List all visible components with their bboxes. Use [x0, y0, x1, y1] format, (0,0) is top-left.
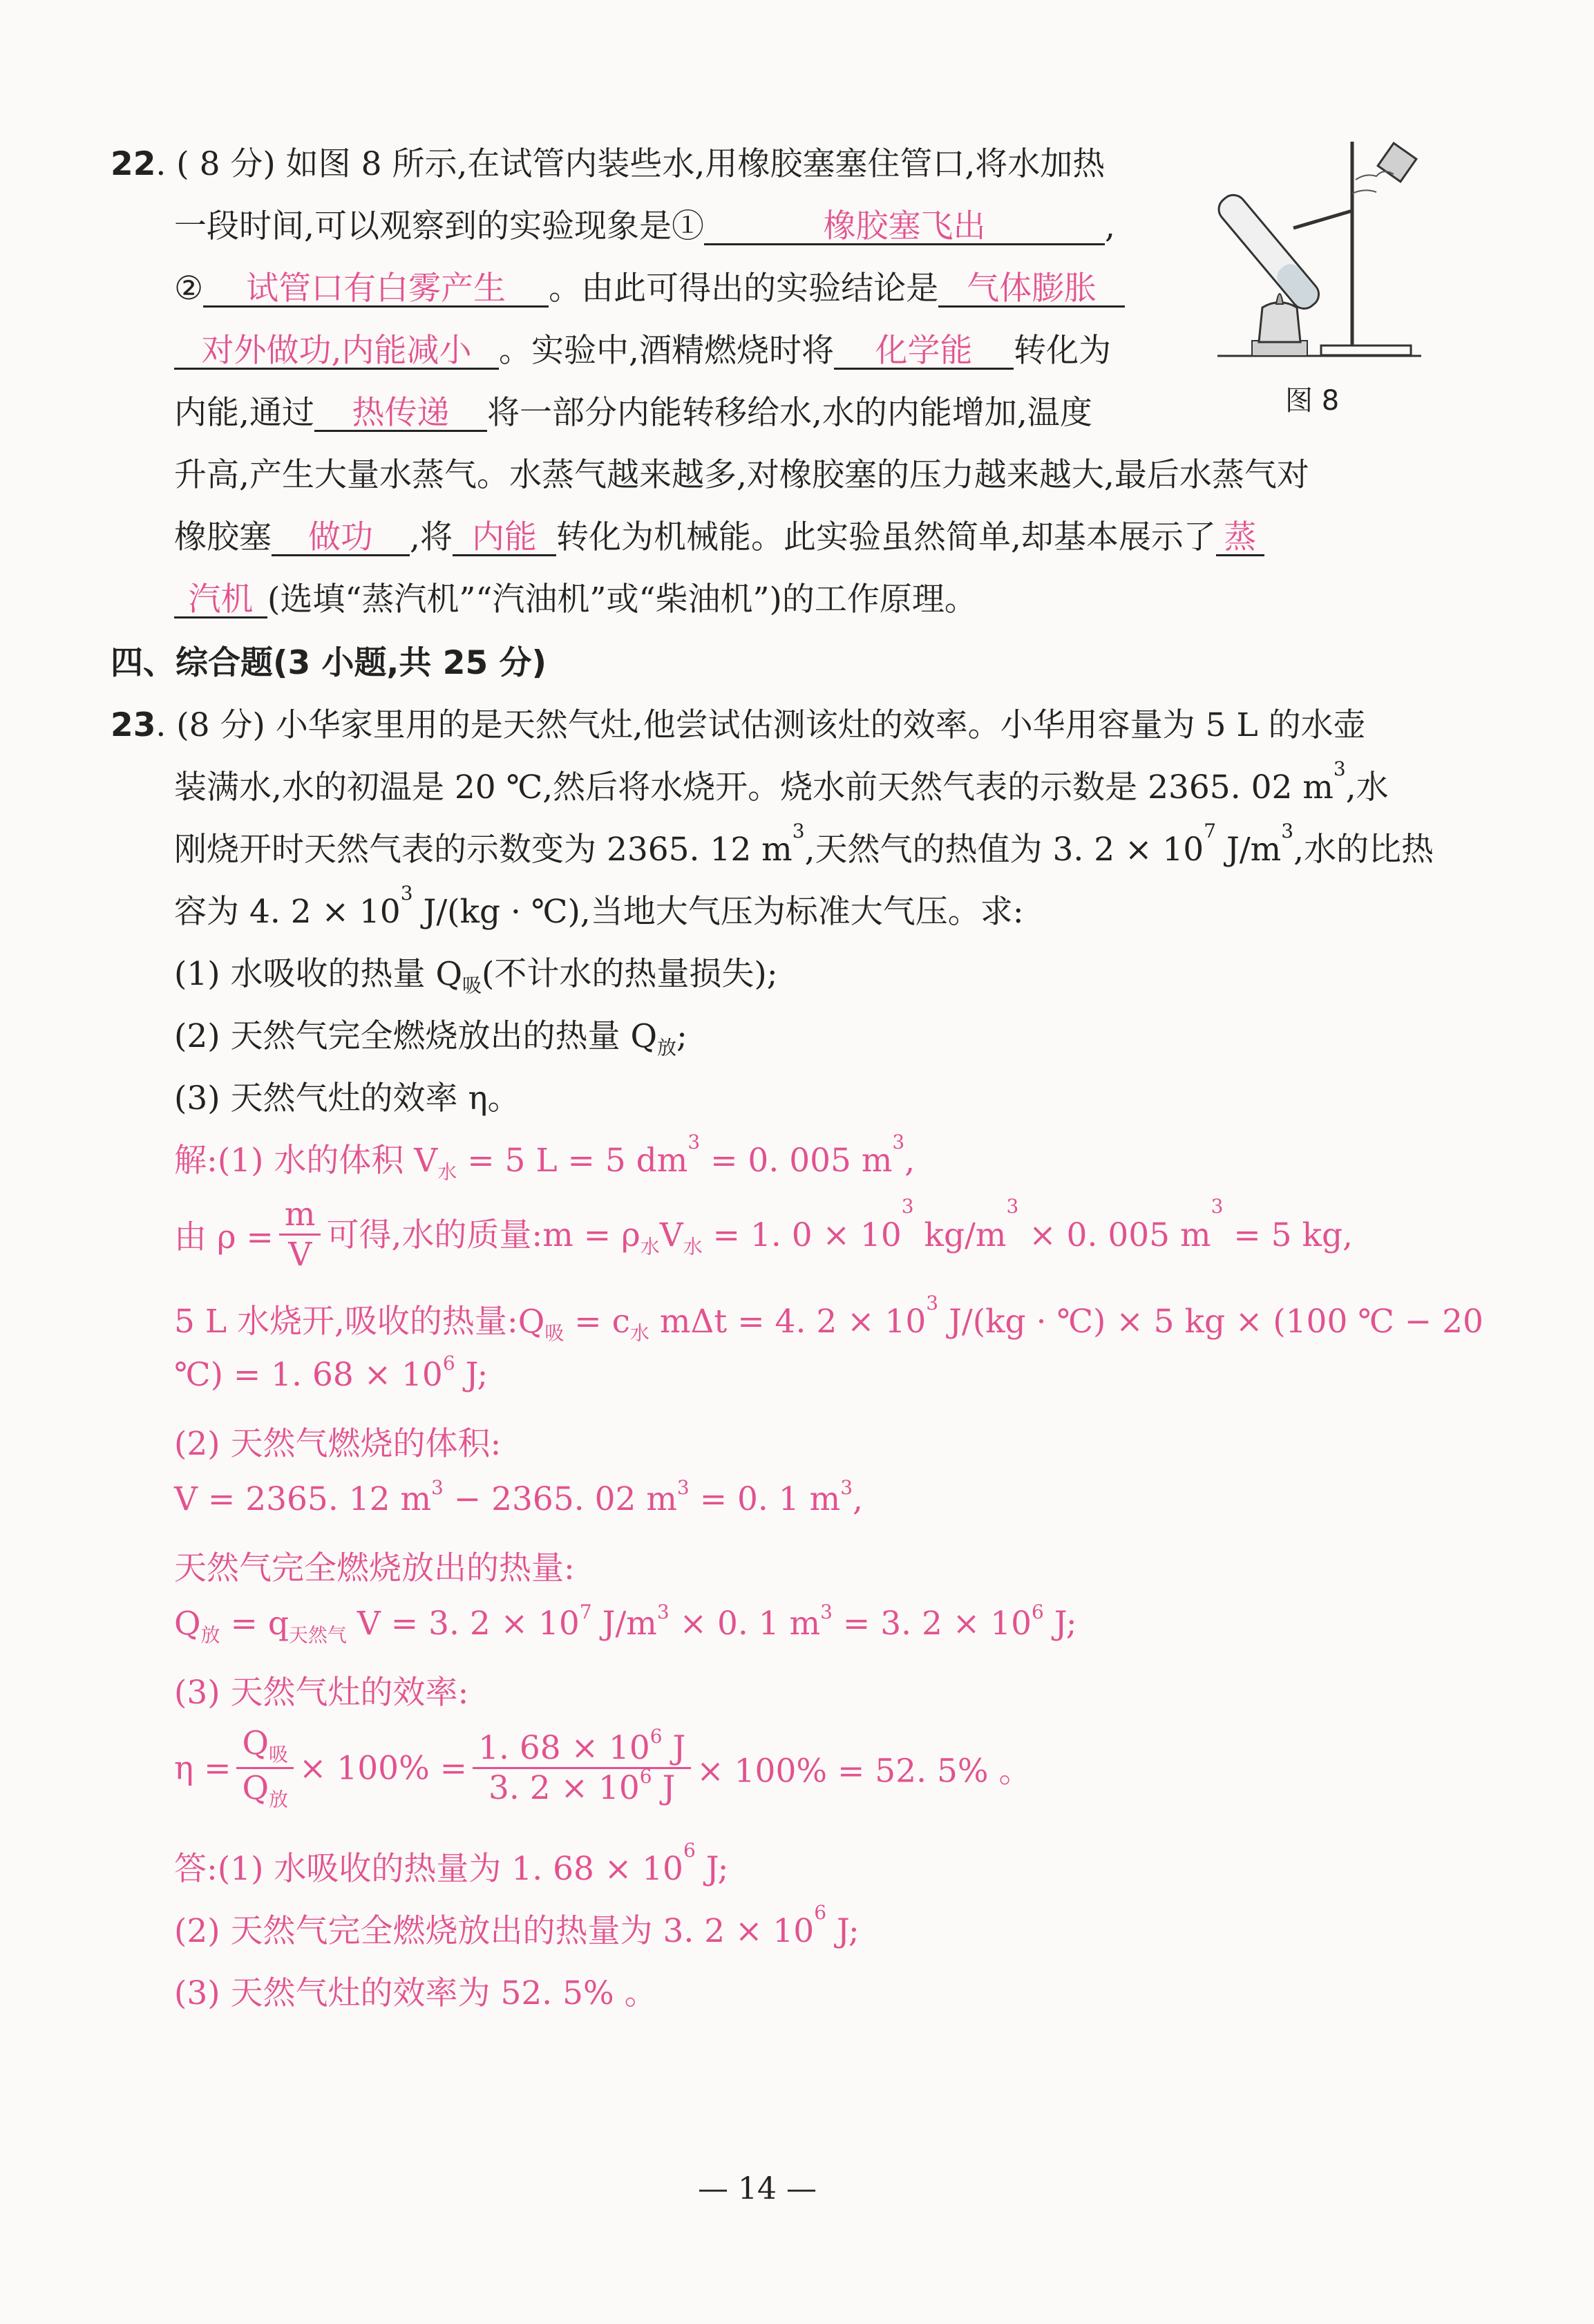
t: η =: [174, 1749, 231, 1788]
t: ℃) = 1. 68 × 10: [174, 1356, 443, 1394]
q23-part-1: [174, 948, 778, 998]
t: J/(kg · ℃) × 5 kg × (100 ℃ − 20: [938, 1303, 1483, 1341]
frac-num: [236, 1724, 294, 1769]
sol-line-8: [174, 1600, 1077, 1647]
answer-blank-3a: 气体膨胀: [938, 272, 1125, 308]
t: 解:(1) 水的体积 V: [174, 1142, 438, 1180]
frac-den: V: [288, 1236, 312, 1274]
sup: 3: [1006, 1194, 1019, 1218]
sup: 6: [442, 1352, 455, 1374]
sub: 吸: [544, 1321, 564, 1345]
t: J/m: [591, 1605, 657, 1643]
q22-line-5: [174, 387, 1092, 433]
t: × 100% =: [299, 1749, 468, 1788]
q23-line-2: [174, 757, 1389, 808]
t: J;: [826, 1912, 860, 1950]
t: kg/m: [913, 1216, 1007, 1255]
t: 5 L 水烧开,吸收的热量:Q: [174, 1303, 545, 1341]
q23-line-4: [174, 882, 1024, 932]
answer-blank-2: 试管口有白雾产生: [203, 272, 549, 308]
fraction-m-over-v: [279, 1196, 321, 1274]
q22-line-8: [174, 574, 977, 620]
q22-line-6: 升高,产生大量水蒸气。水蒸气越来越多,对橡胶塞的压力越来越大,最后水蒸气对: [174, 456, 1309, 494]
t: J;: [695, 1850, 729, 1888]
sub: 水: [683, 1235, 703, 1258]
sub: 放: [657, 1036, 677, 1059]
t: 答:(1) 水吸收的热量为 1. 68 × 10: [174, 1850, 683, 1888]
q23-text-2b: ,水: [1345, 768, 1389, 806]
answer-blank-7: 内能: [453, 520, 556, 556]
answer-line-3: (3) 天然气灶的效率为 52. 5% 。: [174, 1974, 657, 2012]
t: = 3. 2 × 10: [832, 1605, 1032, 1643]
t: J;: [1043, 1605, 1077, 1643]
q22-line-2: [174, 200, 1115, 247]
page-number: — 14 —: [698, 2171, 817, 2207]
sup: 7: [579, 1600, 592, 1623]
q22-text-2: 一段时间,可以观察到的实验现象是①: [174, 207, 704, 245]
t: = 0. 005 m: [700, 1142, 893, 1180]
sup: 6: [814, 1901, 827, 1924]
t: 1. 68 × 10: [478, 1729, 650, 1768]
sol-line-3: [174, 1292, 1483, 1345]
q23-text-4: 容为 4. 2 × 10: [174, 893, 401, 931]
answer-blank-3b: 对外做功,内能减小: [174, 334, 499, 370]
t: ,: [904, 1142, 915, 1180]
answer-blank-4: 化学能: [834, 334, 1014, 370]
sol-line-4: [174, 1352, 488, 1394]
sol-line-2: [174, 1196, 1353, 1274]
t: V = 2365. 12 m: [174, 1480, 432, 1518]
sup: 3: [892, 1131, 905, 1153]
sub: 水: [437, 1160, 457, 1184]
sup: 3: [1281, 820, 1294, 842]
q22-text-2b: ,: [1104, 207, 1115, 245]
fraction-q-ratio: [236, 1724, 294, 1813]
q23-text-4b: J/(kg · ℃),当地大气压为标准大气压。求:: [412, 893, 1024, 931]
q22-text-5: 内能,通过: [174, 394, 314, 432]
t: [326, 1194, 1354, 1258]
t: (2) 天然气完全燃烧放出的热量为 3. 2 × 10: [174, 1912, 815, 1950]
sub: 吸: [462, 974, 482, 997]
t: mΔt = 4. 2 × 10: [649, 1303, 927, 1341]
sup: 6: [683, 1839, 696, 1862]
answer-line-1: [174, 1839, 729, 1889]
sup: 3: [926, 1292, 939, 1314]
q22-line-1: [111, 138, 1105, 185]
sup: 3: [400, 882, 413, 905]
q22-number: 22: [111, 145, 156, 183]
t: = 5 kg,: [1223, 1216, 1354, 1255]
sub: 吸: [269, 1743, 289, 1766]
q22-text-8: (选填“蒸汽机”“汽油机”或“柴油机”)的工作原理。: [267, 580, 977, 618]
t: × 0. 005 m: [1018, 1216, 1211, 1255]
sup: 3: [792, 820, 805, 842]
answer-blank-6: 做功: [272, 520, 410, 556]
sub: 放: [269, 1788, 289, 1811]
sup: 3: [431, 1476, 444, 1499]
sub: 水: [629, 1321, 649, 1345]
sol-line-5: (2) 天然气燃烧的体积:: [174, 1425, 502, 1463]
q22-text-3b: 。由此可得出的实验结论是: [549, 270, 939, 308]
q23-part-2: [174, 1010, 687, 1060]
answer-blank-1: 橡胶塞飞出: [704, 209, 1105, 245]
sup: 6: [639, 1765, 652, 1788]
q23-p2b: ;: [676, 1017, 687, 1055]
answer-line-2: [174, 1901, 860, 1952]
test-tube-apparatus-figure: [1211, 135, 1425, 370]
t: Q: [242, 1769, 269, 1808]
q22-line-3: [174, 263, 1125, 309]
sup: 3: [840, 1476, 853, 1499]
t: = 5 L = 5 dm: [457, 1142, 688, 1180]
answer-blank-5: 热传递: [314, 396, 487, 432]
sup: 3: [687, 1131, 701, 1153]
t: × 100% = 52. 5% 。: [696, 1752, 1032, 1791]
sol-line-1: [174, 1131, 915, 1184]
sup: 3: [820, 1600, 833, 1623]
q23-text-3: 刚烧开时天然气表的示数变为 2365. 12 m: [174, 831, 793, 869]
q22-line-7: [174, 511, 1264, 558]
answer-blank-8b: 汽机: [174, 583, 267, 618]
t: = 1. 0 × 10: [702, 1216, 902, 1255]
t: Q: [242, 1724, 269, 1762]
t: = c: [564, 1303, 630, 1341]
q23-text-3c: J/m: [1216, 831, 1282, 869]
q23-p1b: (不计水的热量损失);: [482, 955, 778, 993]
t: 由 ρ =: [174, 1218, 274, 1256]
t: V: [659, 1216, 683, 1255]
figure-caption: 图 8: [1285, 385, 1340, 417]
sub: 水: [640, 1235, 660, 1258]
sup: 7: [1204, 820, 1217, 842]
sup: 3: [901, 1194, 914, 1218]
t: 3. 2 × 10: [488, 1769, 640, 1808]
t: J: [662, 1729, 686, 1768]
sol-line-9: (3) 天然气灶的效率:: [174, 1674, 469, 1712]
t: = q: [220, 1605, 289, 1643]
q23-part-3: (3) 天然气灶的效率 η。: [174, 1079, 520, 1117]
sol-line-7: 天然气完全燃烧放出的热量:: [174, 1549, 575, 1587]
t: J: [652, 1769, 676, 1808]
q22-text-1: . ( 8 分) 如图 8 所示,在试管内装些水,用橡胶塞塞住管口,将水加热: [155, 145, 1106, 183]
q23-p2: (2) 天然气完全燃烧放出的热量 Q: [174, 1017, 657, 1055]
q23-text-3d: ,水的比热: [1293, 831, 1434, 869]
frac-num: [473, 1725, 691, 1769]
q23-text-3b: ,天然气的热值为 3. 2 × 10: [804, 831, 1204, 869]
t: V = 3. 2 × 10: [346, 1605, 580, 1643]
t: ,: [853, 1480, 863, 1518]
sol-line-10: [174, 1724, 1031, 1813]
t: = 0. 1 m: [689, 1480, 841, 1518]
sup: 3: [1211, 1194, 1224, 1218]
frac-num: m: [279, 1196, 321, 1236]
q22-text-4: 。实验中,酒精燃烧时将: [499, 332, 834, 370]
q23-line-3: [174, 820, 1434, 870]
q22-text-3: ②: [174, 270, 204, 308]
sup: 6: [1032, 1600, 1044, 1623]
frac-den: [236, 1769, 294, 1812]
q22-line-4: [174, 325, 1111, 371]
sup: 3: [1333, 757, 1346, 780]
sup: 6: [649, 1725, 663, 1748]
fraction-values: [473, 1725, 691, 1808]
sub: 放: [200, 1623, 220, 1647]
q23-number: 23: [111, 706, 156, 744]
q22-text-7b: ,将: [410, 518, 453, 556]
q23-text-1: . (8 分) 小华家里用的是天然气灶,他尝试估测该灶的效率。小华用容量为 5 L 的水壶: [155, 706, 1366, 744]
q22-text-7c: 转化为机械能。此实验虽然简单,却基本展示了: [556, 518, 1216, 556]
q22-text-7: 橡胶塞: [174, 518, 272, 556]
answer-blank-8a: 蒸: [1216, 520, 1264, 556]
sup: 3: [676, 1476, 690, 1499]
q22-text-5b: 将一部分内能转移给水,水的内能增加,温度: [486, 394, 1092, 432]
q22-text-4b: 转化为: [1013, 332, 1111, 370]
t: 可得,水的质量:m = ρ: [326, 1216, 641, 1255]
t: Q: [174, 1605, 201, 1643]
q23-p1: (1) 水吸收的热量 Q: [174, 955, 462, 993]
sub: 天然气: [288, 1623, 347, 1647]
sup: 3: [656, 1600, 670, 1623]
sol-line-6: [174, 1476, 863, 1518]
section-heading: 四、综合题(3 小题,共 25 分): [111, 644, 547, 682]
q23-line-1: [111, 699, 1366, 746]
q23-text-2: 装满水,水的初温是 20 ℃,然后将水烧开。烧水前天然气表的示数是 2365. 02 m: [174, 768, 1334, 806]
frac-den: [473, 1765, 691, 1808]
t: J;: [455, 1356, 488, 1394]
t: − 2365. 02 m: [443, 1480, 677, 1518]
t: × 0. 1 m: [669, 1605, 821, 1643]
